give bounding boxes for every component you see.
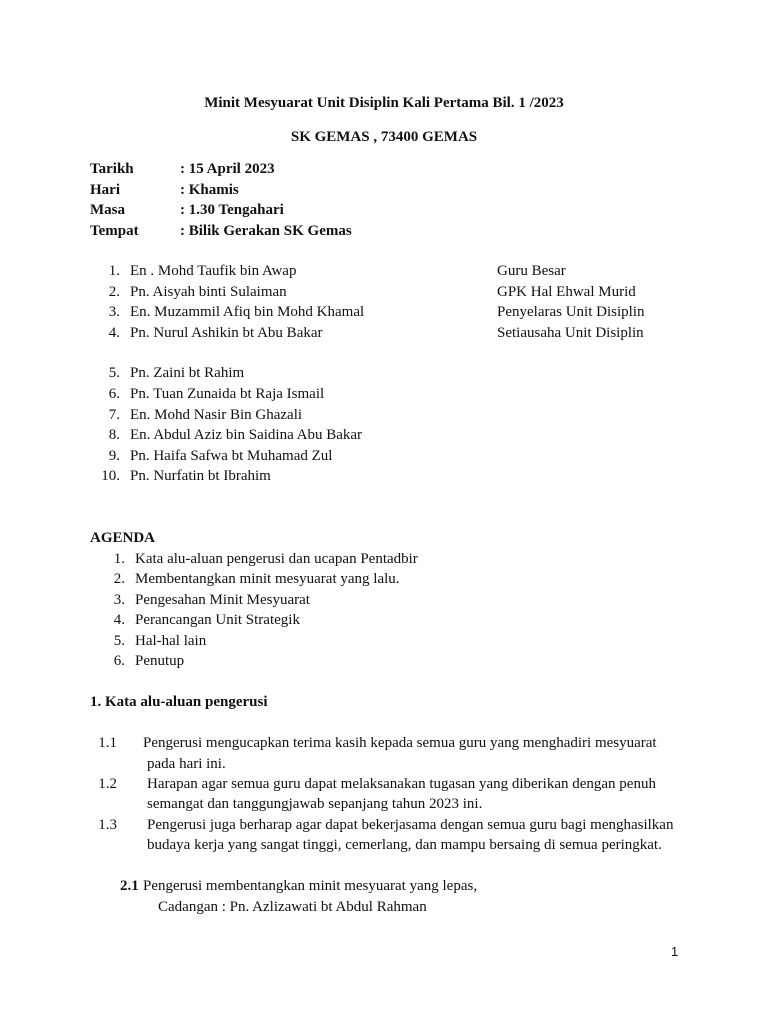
- agenda-heading: AGENDA: [90, 530, 156, 546]
- info-label-day: Hari: [90, 182, 120, 198]
- attendee-number: 4.: [108, 325, 120, 341]
- point-number: 1.3: [98, 817, 117, 833]
- agenda-item-number: 1.: [113, 551, 125, 567]
- agenda-item-text: Membentangkan minit mesyuarat yang lalu.: [135, 571, 400, 587]
- attendee-name: Pn. Tuan Zunaida bt Raja Ismail: [130, 386, 325, 402]
- attendee-name: Pn. Zaini bt Rahim: [130, 365, 245, 381]
- attendee-number: 7.: [108, 407, 120, 423]
- attendee-role: GPK Hal Ehwal Murid: [497, 284, 636, 300]
- agenda-item-number: 3.: [113, 592, 125, 608]
- agenda-item-text: Hal-hal lain: [135, 633, 207, 649]
- page-number: 1: [671, 944, 679, 959]
- agenda-item-number: 5.: [113, 633, 125, 649]
- attendee-role: Penyelaras Unit Disiplin: [497, 304, 645, 320]
- point-text-continued: semangat dan tanggungjawab sepanjang tahun 2023 ini.: [147, 796, 483, 812]
- point-text: Pengerusi mengucapkan terima kasih kepada semua guru yang menghadiri mesyuarat: [143, 735, 657, 751]
- point-text-continued: budaya kerja yang sangat tinggi, cemerlang, dan mampu bersaing di semua peringkat.: [147, 837, 662, 853]
- info-label-time: Masa: [90, 202, 125, 218]
- point-number: 1.2: [98, 776, 117, 792]
- attendee-name: En. Mohd Nasir Bin Ghazali: [130, 407, 303, 423]
- attendee-number: 9.: [108, 448, 120, 464]
- info-value-time: : 1.30 Tengahari: [180, 202, 284, 218]
- school-name: SK GEMAS , 73400 GEMAS: [290, 129, 478, 145]
- info-label-date: Tarikh: [90, 161, 134, 177]
- agenda-item-number: 4.: [113, 612, 125, 628]
- agenda-item-number: 6.: [113, 653, 125, 669]
- agenda-item-text: Penutup: [135, 653, 185, 669]
- proposer-line: Cadangan : Pn. Azlizawati bt Abdul Rahman: [158, 899, 427, 915]
- point-text: Harapan agar semua guru dapat melaksanakan tugasan yang diberikan dengan penuh: [147, 776, 656, 792]
- attendee-number: 2.: [108, 284, 120, 300]
- attendee-name: En. Abdul Aziz bin Saidina Abu Bakar: [130, 427, 363, 443]
- attendee-number: 3.: [108, 304, 120, 320]
- document-title: Minit Mesyuarat Unit Disiplin Kali Pertama Bil. 1 /2023: [204, 95, 564, 111]
- agenda-item-text: Kata alu-aluan pengerusi dan ucapan Pentadbir: [135, 551, 418, 567]
- attendee-number: 8.: [108, 427, 120, 443]
- info-value-date: : 15 April 2023: [180, 161, 275, 177]
- attendee-name: Pn. Haifa Safwa bt Muhamad Zul: [130, 448, 333, 464]
- attendee-name: Pn. Nurfatin bt Ibrahim: [130, 468, 271, 484]
- point-text: Pengerusi juga berharap agar dapat bekerjasama dengan semua guru bagi menghasilkan: [147, 817, 674, 833]
- attendee-role: Setiausaha Unit Disiplin: [497, 325, 644, 341]
- info-label-venue: Tempat: [90, 223, 139, 239]
- attendee-number: 5.: [108, 365, 120, 381]
- point-text-continued: pada hari ini.: [147, 756, 226, 772]
- section-2-point-text: Pengerusi membentangkan minit mesyuarat yang lepas,: [143, 878, 478, 894]
- attendee-number: 1.: [108, 263, 120, 279]
- section-2-point-number: 2.1: [120, 878, 139, 894]
- agenda-item-text: Pengesahan Minit Mesyuarat: [135, 592, 310, 608]
- info-value-venue: : Bilik Gerakan SK Gemas: [180, 223, 352, 239]
- agenda-item-number: 2.: [113, 571, 125, 587]
- attendee-name: En. Muzammil Afiq bin Mohd Khamal: [130, 304, 365, 320]
- point-number: 1.1: [98, 735, 117, 751]
- section-1-heading: 1. Kata alu-aluan pengerusi: [90, 694, 268, 710]
- attendee-name: Pn. Aisyah binti Sulaiman: [130, 284, 287, 300]
- attendee-name: Pn. Nurul Ashikin bt Abu Bakar: [130, 325, 323, 341]
- attendee-number: 6.: [108, 386, 120, 402]
- agenda-item-text: Perancangan Unit Strategik: [135, 612, 300, 628]
- attendee-number: 10.: [101, 468, 120, 484]
- info-value-day: : Khamis: [180, 182, 239, 198]
- attendee-name: En . Mohd Taufik bin Awap: [130, 263, 297, 279]
- attendee-role: Guru Besar: [497, 263, 566, 279]
